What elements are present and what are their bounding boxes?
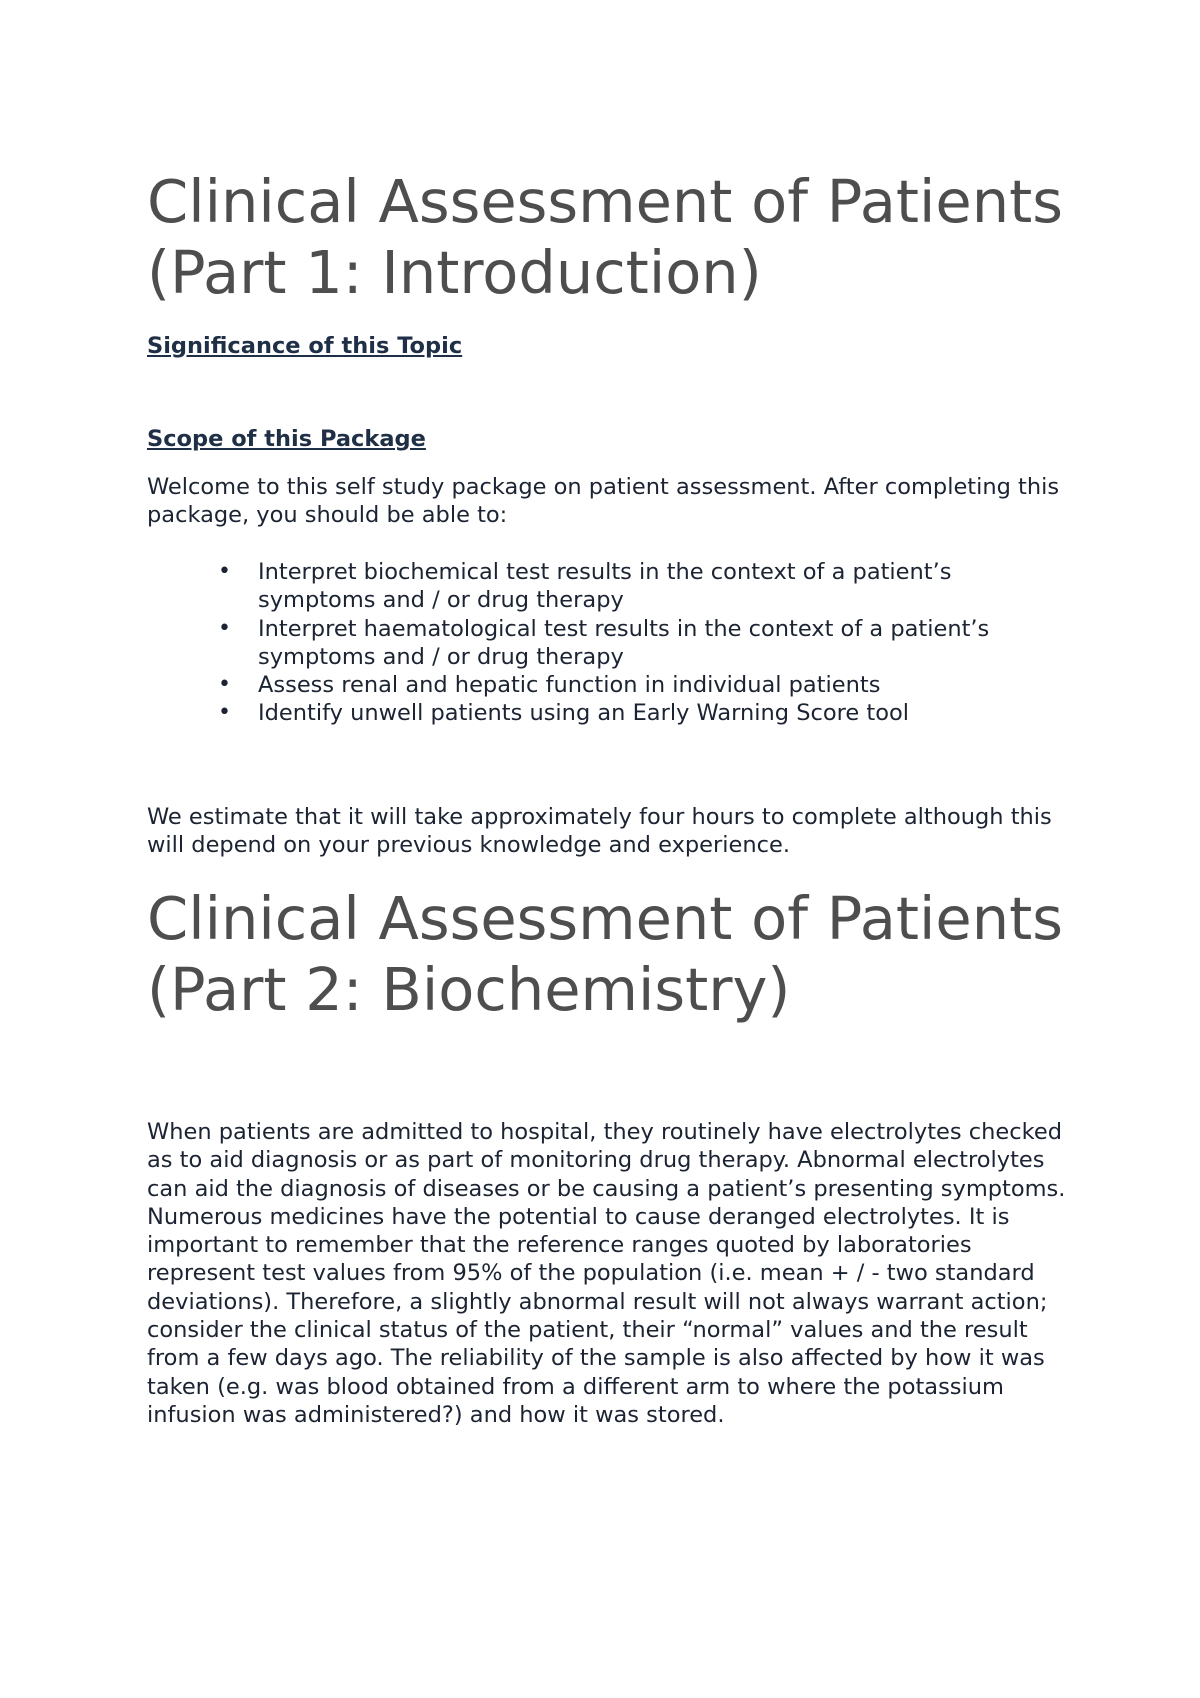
objectives-list [147, 558, 1067, 728]
list-item [147, 558, 1058, 615]
bullet-icon: • [218, 700, 231, 726]
biochemistry-paragraph: When patients are admitted to hospital, they routinely have electrolytes checked as to aid diagnosis or as part of monitoring drug therapy. Abnormal electrolytes can aid the diagnosis of diseases or be causing a patient’s presenting symptoms. Numerous medicines have the potential to cause deranged electrolytes. It is important to remember that the reference ranges quoted by laboratories represent test values from 95% of the population (i.e. mean + / - two standard deviations). Therefore, a slightly abnormal result will not always warrant action; consider the clinical status of the patient, their “normal” values and the result from a few days ago. The reliability of the sample is also affected by how it was taken (e.g. was blood obtained from a different arm to where the potassium infusion was administered?) and how it was stored. [147, 1119, 1066, 1428]
objective-text: Identify unwell patients using an Early Warning Score tool [258, 700, 909, 727]
significance-heading: Significance of this Topic [147, 333, 463, 359]
objective-text: Interpret haematological test results in the context of a patient’s symptoms and / or drug therapy [258, 615, 990, 670]
part2-title: Clinical Assessment of Patients (Part 2: Biochemistry) [147, 884, 1063, 1024]
intro-paragraph: Welcome to this self study package on patient assessment. After completing this package, you should be able to: [147, 474, 1060, 529]
estimate-paragraph: We estimate that it will take approximately four hours to complete although this will depend on your previous knowledge and experience. [147, 804, 1052, 859]
list-item [147, 615, 1058, 672]
list-item [147, 671, 1058, 699]
objective-text: Assess renal and hepatic function in individual patients [258, 672, 881, 699]
bullet-icon: • [218, 615, 231, 641]
objective-text: Interpret biochemical test results in the context of a patient’s symptoms and / or drug therapy [258, 559, 952, 614]
list-item [147, 699, 1058, 727]
part1-title: Clinical Assessment of Patients (Part 1: Introduction) [147, 167, 1063, 307]
bullet-icon: • [218, 672, 231, 698]
scope-heading: Scope of this Package [147, 426, 426, 452]
bullet-icon: • [218, 559, 231, 584]
